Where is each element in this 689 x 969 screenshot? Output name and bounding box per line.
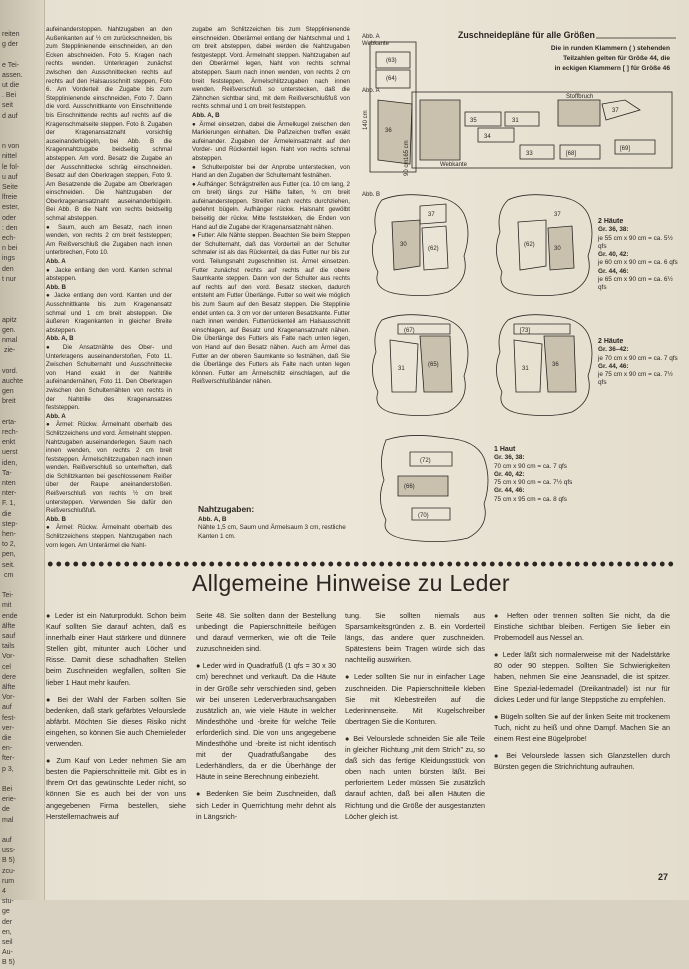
piece-number: 35 [470, 118, 477, 124]
diagram-label: Abb. B [362, 192, 381, 198]
piece-number: 36 [385, 128, 392, 134]
paragraph: ● Ärmel: Rückw. Ärmelnaht oberhalb des Schlitzzeichens und vord. Ärmelnaht steppen. Nahtzugaben auseinanderlegen. Saum nach innen wenden, von rechts 2 cm breit feststeppen. Ärmelschlitzzugaben nach innen wenden. Reißverschluß so unterheften, daß die Schlitzkanten bei geschlossenem Reißer über der Raupe aneinanderstoßen. Reißverschluß von rechts ½ cm breit untersteppen. Verwenden Sie dafür den Reißverschlußfuß. [46, 421, 172, 515]
seam-allowance-sub: Abb. A, B [198, 515, 227, 523]
piece-number: (67) [404, 328, 415, 334]
diagram-label: Webkante [440, 162, 467, 168]
page-number: 27 [658, 872, 669, 882]
piece-number: (70) [418, 513, 429, 519]
piece-number: (66) [404, 484, 415, 490]
paragraph: ● Saum, auch am Besatz, nach innen wenden, von rechts 2 cm breit feststeppen; Am Reißverschluß die Zugaben nach innen unterbrechen, Foto 10. [46, 223, 172, 257]
seam-allowance-text: Nähte 1,5 cm, Saum und Ärmelsaum 3 cm, restliche Kanten 1 cm. [198, 524, 346, 540]
diagram-label: Webkante [362, 41, 389, 47]
article-column-1 [46, 610, 186, 900]
piece-number: (72) [420, 458, 431, 464]
paragraph: ● Bedenken Sie beim Zuschneiden, daß sich Leder in Querrichtung mehr dehnt als in Längsrich- [196, 789, 336, 821]
paragraph: ● Jacke entlang den vord. Kanten und der Ausschnittkante bis zum Kragenansatz schmal und 1 cm breit absteppen. Die äußeren Kragenkanten in gleicher Breite absteppen. [46, 292, 172, 334]
paragraph: aufeinanderstoppen. Nahtzugaben an den Außenkanten auf ½ cm zurückschneiden, bis zum Stepplinienende einschneiden, an den Ecken abschneiden. Foto 5. Kragen nach rechts wenden. Unterkragen zunächst zwischen den Ausschnittecken rechts auf rechts auf den Halsausschnitt steppen, Foto 6. Am Vorderteil die Zugabe bis zum Stepplinienende einschneiden, Foto 7. Dann die vord. Ausschnittkante von Einschnittende bis Einschnittende rechts auf rechts auf die Kragenschmalseite steppen. Foto 8. Zugaben der Kragenansatznaht vorsichtig auseinanderbügeln, bei Abb. B die Kragennahtzugabe beidseitig schmal absteppen. Am vord. Besatz die Zugabe an der Ausschnittecke schräg einschneiden. Besatz auf den Oberkragen steppen, Foto 9. Am Besatzende die Zugabe am Oberkragen einschneiden. Die Nahtzugaben der Oberkragenansatznaht auseinanderbügeln. Bei Abb. B die Naht von rechts beidseitig schmal absteppen. [46, 26, 172, 223]
piece-number: 36 [552, 362, 559, 368]
paragraph: ● Bei Velourslede schneiden Sie alle Teile in gleicher Richtung „mit dem Strich" zu, so daß sich das fertige Kleidungsstück von oben nach unten bürsten läßt. Bei perforiertem Leder müssen Sie zusätzlich darauf achten, daß bei allen Häuten die Richtung und die Größe der ausgestanzten Löcher gleich ist. [345, 733, 485, 821]
article-column-3 [345, 610, 485, 900]
size-block: 1 Haut Gr. 36, 38: 70 cm x 90 cm = ca. 7 qfs Gr. 40, 42: 75 cm x 90 cm = ca. 7½ qfs Gr. 44, 46: 75 cm x 95 cm = ca. 8 qfs [494, 446, 573, 503]
paragraph: Seite 48. Sie sollten dann der Bestellung unbedingt die Papierschnitteile beifügen und darauf vermerken, wie oft die Teile zuzuschneiden sind. [196, 611, 336, 654]
paragraph: ● Ärmel einsetzen, dabei die Ärmelkugel zwischen den Markierungen einhalten. Die Paßzeichen treffen exakt aufeinander. Zugaben der Ärmeleinsatznaht auf den Vorder- und Rückenteil legen. Naht von rechts schmal absteppen. [192, 120, 350, 162]
article-column-2 [196, 610, 336, 900]
diagram-label: Stoffbruch [566, 94, 594, 100]
paragraph: ● Die Ansatznähte des Ober- und Unterkragens auseinanderstoßen, Foto 11. Zwischen Schulternaht und Ausschnittecke von Hand exakt in der Nahtrille aufeinandernähen, Foto 11. Den Oberkragen zwischen den Schulternähten von rechts in der Nahtrille des Kragenansatzes feststeppen. [46, 343, 172, 412]
dimension-label: 140 cm [363, 110, 369, 130]
piece-number: (62) [428, 246, 439, 252]
piece-number: 34 [484, 134, 491, 140]
piece-number: (65) [428, 362, 439, 368]
paragraph: ● Bei der Wahl der Farben sollten Sie bedenken, daß stark gefärbtes Velourslede abfärbt. Möchten Sie dieses Risiko nicht eingehen, so können Sie auch Chemieleder verwenden. [46, 694, 186, 749]
paragraph: ● Zum Kauf von Leder nehmen Sie am besten die Papierschnitteile mit. Gibt es in Ihrem Ort das gewünschte Leder nicht, so können Sie es auch bei der von uns angegebenen Firma bestellen, siehe Herstellernachweis auf [46, 756, 186, 821]
piece-number: [68] [566, 151, 577, 157]
size-block: 2 Häute Gr. 36–42: je 70 cm x 90 cm = ca. 7 qfs Gr. 44, 46: je 75 cm x 90 cm = ca. 7½ qfs [598, 338, 678, 387]
paragraph: ● Leder läßt sich normalerweise mit der Nadelstärke 80 oder 90 steppen. Sollten Sie Schwierigkeiten haben, nehmen Sie eine Jeansnadel, die ist spitzer. Eine Spezial-ledernadel (Dreikantnadel) ist nur für dickes Leder und für lange Steppstiche zu empfehlen. [494, 650, 670, 704]
dimension-label: 165 cm [404, 140, 410, 160]
paragraph: ● Jacke entlang den vord. Kanten schmal absteppen. [46, 266, 172, 283]
piece-number: 31 [512, 118, 519, 124]
subheading: Abb. B [46, 515, 66, 523]
paragraph: ● Leder sollten Sie nur in einfacher Lage zuschneiden. Die Papierschnitteile kleben Sie mit Klebestreifen auf die Lederinnenseite. Mit Kugelschreiber übertragen Sie die Konturen. [345, 672, 485, 726]
subheading: Abb. A [46, 258, 66, 266]
piece-number: [69] [620, 146, 631, 152]
paragraph: ● Ärmel: Rückw. Ärmelnaht oberhalb des Schlitzzeichens steppen. Nahtzugaben nach vorn legen. Am Unterärmel die Naht- [46, 524, 172, 549]
cutting-plan-title: Zuschneidepläne für alle Größen [458, 30, 595, 40]
piece-number: 30 [554, 246, 561, 252]
paragraph: ● Leder ist ein Naturprodukt. Schon beim Kauf sollten Sie darauf achten, daß es innerhalb einer Haut stärkere und dünnere Stellen gibt, mitunter auch Löcher und Risse. Damit diese schadhaften Stellen beim Zuschneiden wegfallen, sollten Sie lieber 1 Haut mehr kaufen. [46, 611, 186, 687]
paragraph: zugabe am Schlitzzeichen bis zum Stepplinienende einschneiden. Oberärmel entlang der Nahtschmal und 1 cm breit absteppen, dabei werden die Nahtzugaben festgesteppt. Vord. Ärmelnaht steppen. Nahtzugaben auf den Oberärmel legen, Naht von rechts schmal absteppen. Saum nach innen wenden, von rechts 2 cm breit feststeppen. Ärmelschlitzzugaben nach innen wenden. Reißverschluß so unterstecken, daß die Zähnchen sichtbar sind, mit dem Reißverschlußfuß von rechts schmal und 1 cm breit feststeppen. [192, 26, 350, 111]
size-block: 2 Häute Gr. 36, 38: je 55 cm x 90 cm = ca. 5½ qfs Gr. 40, 42: je 60 cm x 90 cm = ca. 6 qfs Gr. 44, 46: je 65 cm x 90 cm = ca. 6½ qfs [598, 218, 678, 292]
paragraph: ● Heften oder trennen sollten Sie nicht, da die Einstiche sichtbar bleiben. Fertigen Sie lieber ein Probemodell aus Nessel an. [494, 611, 670, 643]
piece-number: 33 [526, 151, 533, 157]
subheading: Abb. A, B [192, 111, 220, 119]
dotted-separator [46, 561, 676, 567]
paragraph: ● Aufhänger: Schrägstreifen aus Futter (ca. 10 cm lang, 2 cm breit) längs zur Hälfte falten, ¾ cm breit aufeinandersteppen. Streifen nach rechts durchziehen, gedehnt bügeln. Aufhänger rückw. Halsnaht gewölbt beiseitig der rückw. Mitte feststekken, die Enden von Hand auf die Zugabe der Kragenansatznaht nähen. [192, 180, 350, 231]
piece-number: 31 [522, 366, 529, 372]
piece-number: 37 [612, 108, 619, 114]
piece-number: (64) [386, 76, 397, 82]
diagram-label: Abb. A [362, 34, 380, 40]
piece-number: 30 [400, 242, 407, 248]
article-column-4 [494, 610, 670, 870]
subheading: Abb. A, B [46, 335, 74, 343]
piece-number: [73] [520, 328, 531, 334]
previous-page-text: reiten g der e Tei- assen. ut die . Bei seit d auf n von nittel le fol- u auf Seite lfreie ester, oder : den ech- n bei ings den t nur apitz gen. nmal zie- vord. auchte gen breit erta- rech- enkt uerst iden, Ta- nten nter- F. 1, die step- hen- to 2, pen, seit. cm Tei- mit ende älfte sauf tails Vor- cel dere älfte Vor- auf fest- ver- die en- fter- p 3, Bei erie- de mal auf uss- B 5) zcu- rum 4 stu- ge der en, seil Au- B 5) [2, 31, 24, 967]
paragraph: ● Schulterpolster bei der Anprobe unterstecken, von Hand an den Zugaben der Schulternaht festnähen. [192, 163, 350, 180]
subheading: Abb. A [46, 412, 66, 420]
diagram-label: Abb. A [362, 88, 380, 94]
piece-number: 31 [398, 366, 405, 372]
cutting-plan-note: Die in runden Klammern ( ) stehenden Teilzahlen gelten für Größe 44, die in eckigen Klammern [ ] für Größe 46 [550, 45, 670, 72]
piece-number: (63) [386, 58, 397, 64]
paragraph: ● Futter: Alle Nähte steppen. Beachten Sie beim Steppen der Schulternaht, daß das Vorderteil an der Schulter schmaler ist als das Rückenteil, da das Futter nur bis zur vord. Teilungsnaht zugeschnitten ist. Ärmel einsetzen. Futter zunächst rechts auf rechts auf die obere Saumkante steppen. Dann von der Schulter aus rechts auf rechts auf den vord. Besatz stecken, dadurch entsteht am Futter Überlänge. Futter so weit wie möglich bis zum Saum auf den Besatz steppen. Die Stepplinie endet unten ca. 3 cm vor der unteren Besatzkante. Futter nach innen wenden. Futterrückenteil am Halsausschnitt einschlagen, auf Besatz und Kragenansatznaht nähen. Die Überlänge des Futters als Falte nach unten legen, von Hand auf den Besatz nähen. Auch am Ärmel das Futter an der oberen Saumkante so festnähen, daß Sie die Überlänge des Futters als Falte nach unten legen können. Futter am Ärmelschlitz einschlagen, auf die Reißverschlußbänder nähen. [192, 232, 350, 386]
piece-number: 37 [428, 212, 435, 218]
article-headline: Allgemeine Hinweise zu Leder [192, 570, 510, 596]
paragraph: ● Bügeln sollten Sie auf der linken Seite mit trockenem Tuch, nicht zu heiß und ohne Dampf. Machen Sie an einem Rest eine Bügelprobe! [494, 711, 670, 743]
piece-number: 37 [554, 212, 561, 218]
paragraph: ● Leder wird in Quadratfuß (1 qfs = 30 x 30 cm) berechnet und verkauft. Da die Häute in der Größe sehr verschieden sind, geben wir bei unseren Lederverbrauchsangaben zusätzlich an, wie viele Häute in welcher Mindesthöhe und -breite für welche Teile erforderlich sind. Die von uns angegebene Mindesthöhe und -breite ist nicht identisch mit der Quadratfußangabe des Lederhändlers, da er die Überhänge der Häute in seine Berechnung einbezieht. [196, 661, 336, 782]
seam-allowance-heading: Nahtzugaben: [198, 504, 255, 514]
dimension-label: 90 cm [404, 159, 410, 176]
subheading: Abb. B [46, 283, 66, 291]
paragraph: tung. Sie sollten niemals aus Sparsamkeitsgründen z. B. ein Vorderteil längs, das andere quer zuschneiden. Spätestens beim Tragen würde sich das nachteilig auswirken. [345, 611, 485, 665]
piece-number: (62) [524, 242, 535, 248]
paragraph: ● Bei Velourslede lassen sich Glanzstellen durch Bürsten gegen die Strichrichtung aufrauhen. [494, 751, 670, 772]
